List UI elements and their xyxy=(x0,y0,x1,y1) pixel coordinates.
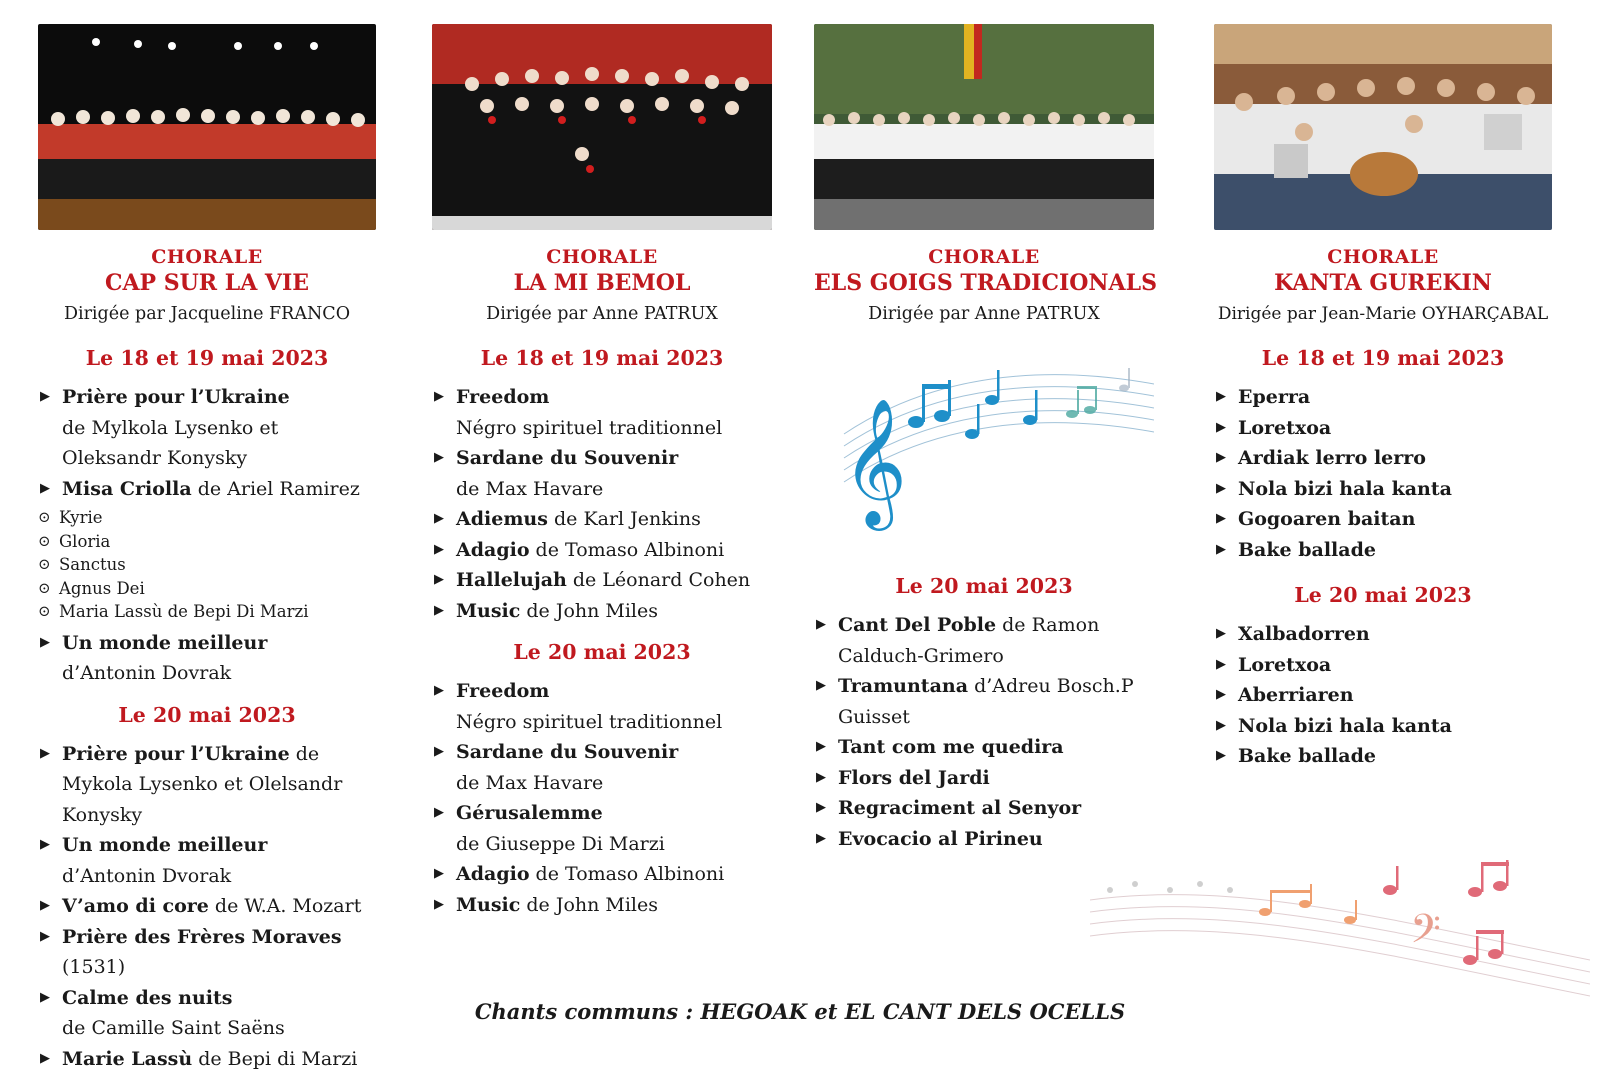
song-list xyxy=(432,737,772,768)
song-item: ▶ Prière pour l’Ukraine de Mykola Lysenko et Olelsandr Konysky xyxy=(38,739,376,831)
song-credit: Négro spirituel traditionnel xyxy=(432,413,772,444)
song-item: ▶ Adagio de Tomaso Albinoni xyxy=(432,535,772,566)
movement-item: ⊙ Kyrie xyxy=(38,506,376,530)
song-item: ▶ Adiemus de Karl Jenkins xyxy=(432,504,772,535)
movement-item: ⊙ Agnus Dei xyxy=(38,577,376,601)
choir-name: ELS GOIGS TRADICIONALS xyxy=(814,270,1154,296)
song-list xyxy=(432,859,772,920)
song-item: ▶ Freedom xyxy=(432,676,772,707)
common-songs: Chants communs : HEGOAK et EL CANT DELS OCELLS xyxy=(0,999,1600,1024)
svg-text:𝄞: 𝄞 xyxy=(842,397,907,531)
date-heading-20: Le 20 mai 2023 xyxy=(814,574,1154,598)
column-cap-sur-la-vie xyxy=(38,24,376,1074)
song-item: ▶ Bake ballade xyxy=(1214,741,1552,772)
song-item: ▶ Marie Lassù de Bepi di Marzi xyxy=(38,1044,376,1074)
date-heading-20: Le 20 mai 2023 xyxy=(38,703,376,727)
svg-text:𝄢: 𝄢 xyxy=(1410,906,1441,962)
date-heading-18-19: Le 18 et 19 mai 2023 xyxy=(1214,346,1552,370)
date-heading-20: Le 20 mai 2023 xyxy=(1214,583,1552,607)
song-credit: d’Antonin Dovrak xyxy=(38,658,376,689)
choir-director: Dirigée par Anne PATRUX xyxy=(432,304,772,324)
song-item: ▶ Loretxoa xyxy=(1214,650,1552,681)
song-list xyxy=(432,382,772,413)
column-la-mi-bemol xyxy=(432,24,772,920)
music-notes-illustration xyxy=(814,324,1154,574)
song-credit: de Max Havare xyxy=(432,474,772,505)
song-item: ▶ Evocacio al Pirineu xyxy=(814,824,1154,855)
song-item: ▶ Gérusalemme xyxy=(432,798,772,829)
song-item: ▶ Hallelujah de Léonard Cohen xyxy=(432,565,772,596)
song-credit: de Camille Saint Saëns xyxy=(38,1013,376,1044)
song-credit: d’Antonin Dvorak xyxy=(38,861,376,892)
chorale-kicker: CHORALE xyxy=(432,246,772,268)
song-item: ▶ Calme des nuits xyxy=(38,983,376,1014)
chorale-kicker: CHORALE xyxy=(1214,246,1552,268)
choir-name: LA MI BEMOL xyxy=(432,270,772,296)
song-list xyxy=(1214,619,1552,772)
movement-item: ⊙ Gloria xyxy=(38,530,376,554)
song-credit: de Max Havare xyxy=(432,768,772,799)
song-item: ▶ Misa Criolla de Ariel Ramirez xyxy=(38,474,376,505)
choir-director: Dirigée par Jean-Marie OYHARÇABAL xyxy=(1214,304,1552,324)
song-item: ▶ Loretxoa xyxy=(1214,413,1552,444)
song-item: ▶ Un monde meilleur xyxy=(38,830,376,861)
song-item: ▶ Sardane du Souvenir xyxy=(432,737,772,768)
song-list xyxy=(814,610,1154,854)
choir-name: CAP SUR LA VIE xyxy=(38,270,376,296)
movement-item: ⊙ Sanctus xyxy=(38,553,376,577)
song-item: ▶ Prière des Frères Moraves (1531) xyxy=(38,922,376,983)
song-item: ▶ Nola bizi hala kanta xyxy=(1214,711,1552,742)
song-item: ▶ Freedom xyxy=(432,382,772,413)
choir-director: Dirigée par Anne PATRUX xyxy=(814,304,1154,324)
song-item: ▶ Nola bizi hala kanta xyxy=(1214,474,1552,505)
song-item: ▶ Xalbadorren xyxy=(1214,619,1552,650)
column-els-goigs-tradicionals xyxy=(814,24,1154,854)
choir-photo xyxy=(38,24,376,230)
date-heading-18-19: Le 18 et 19 mai 2023 xyxy=(432,346,772,370)
choir-photo xyxy=(432,24,772,230)
song-item: ▶ Tant com me quedira xyxy=(814,732,1154,763)
song-item: ▶ Music de John Miles xyxy=(432,596,772,627)
song-item: ▶ Eperra xyxy=(1214,382,1552,413)
song-item: ▶ Un monde meilleur xyxy=(38,628,376,659)
song-list xyxy=(432,504,772,626)
song-item: ▶ Gogoaren baitan xyxy=(1214,504,1552,535)
song-item: ▶ Cant Del Poble de Ramon Calduch-Grimero xyxy=(814,610,1154,671)
song-list xyxy=(38,628,376,659)
song-item: ▶ Aberriaren xyxy=(1214,680,1552,711)
song-list xyxy=(38,891,376,1013)
song-list xyxy=(38,739,376,861)
song-list xyxy=(432,798,772,829)
song-list xyxy=(1214,382,1552,565)
song-item: ▶ Bake ballade xyxy=(1214,535,1552,566)
chorale-kicker: CHORALE xyxy=(814,246,1154,268)
song-credit: Négro spirituel traditionnel xyxy=(432,707,772,738)
date-heading-18-19: Le 18 et 19 mai 2023 xyxy=(38,346,376,370)
choir-name: KANTA GUREKIN xyxy=(1214,270,1552,296)
choir-photo xyxy=(814,24,1154,230)
song-item: ▶ Sardane du Souvenir xyxy=(432,443,772,474)
song-credit: de Giuseppe Di Marzi xyxy=(432,829,772,860)
mass-movements xyxy=(38,506,376,624)
song-list xyxy=(432,443,772,474)
column-kanta-gurekin xyxy=(1214,24,1552,772)
choir-director: Dirigée par Jacqueline FRANCO xyxy=(38,304,376,324)
song-item: ▶ V’amo di core de W.A. Mozart xyxy=(38,891,376,922)
song-item: ▶ Tramuntana d’Adreu Bosch.P Guisset xyxy=(814,671,1154,732)
song-list xyxy=(38,474,376,505)
chorale-kicker: CHORALE xyxy=(38,246,376,268)
choir-photo xyxy=(1214,24,1552,230)
movement-item: ⊙ Maria Lassù de Bepi Di Marzi xyxy=(38,600,376,624)
song-item: ▶ Flors del Jardi xyxy=(814,763,1154,794)
song-item: ▶ Prière pour l’Ukraine xyxy=(38,382,376,413)
song-list xyxy=(38,1044,376,1074)
song-list xyxy=(38,382,376,413)
music-notes-decoration xyxy=(1090,860,1590,1010)
song-item: ▶ Adagio de Tomaso Albinoni xyxy=(432,859,772,890)
song-credit: de Mylkola Lysenko et Oleksandr Konysky xyxy=(38,413,376,474)
song-item: ▶ Ardiak lerro lerro xyxy=(1214,443,1552,474)
song-item: ▶ Music de John Miles xyxy=(432,890,772,921)
date-heading-20: Le 20 mai 2023 xyxy=(432,640,772,664)
song-item: ▶ Regraciment al Senyor xyxy=(814,793,1154,824)
song-list xyxy=(432,676,772,707)
